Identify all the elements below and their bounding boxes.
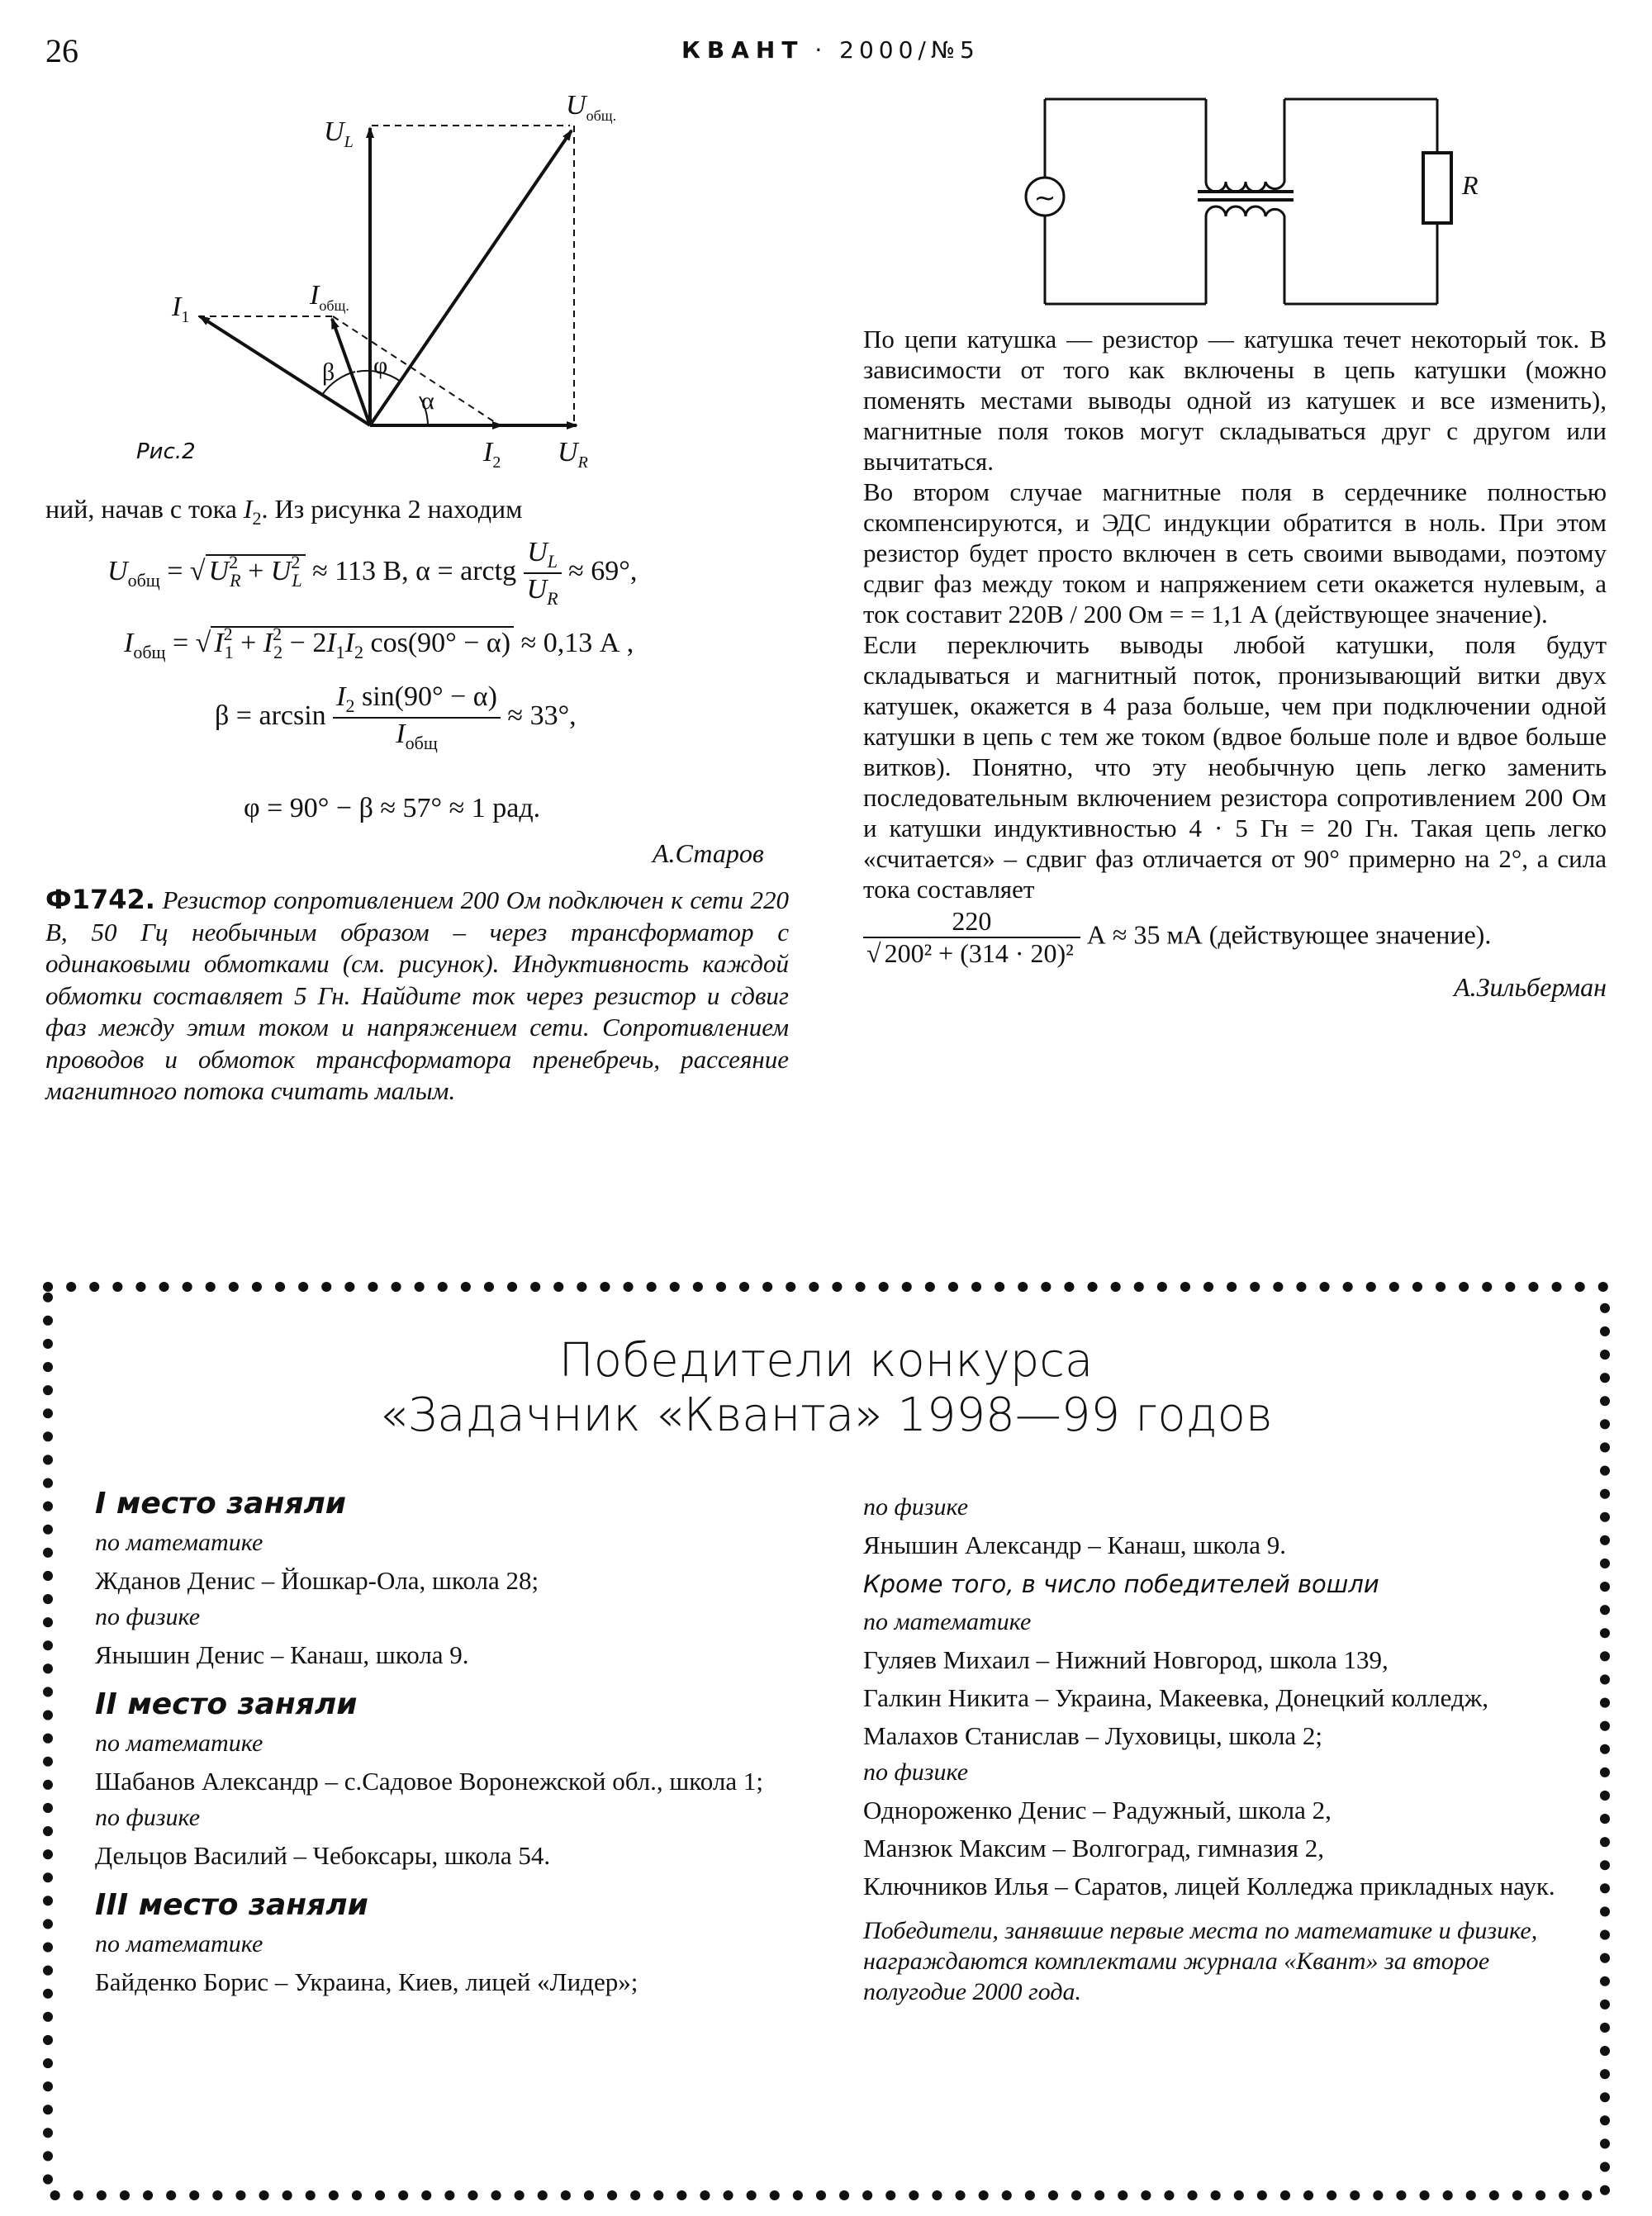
label-uobsh: $U_{общ.}$ [566, 91, 617, 124]
answer-paragraph-3: Если переключить выводы любой катушки, поля будут складываться и магнитный поток, пронизывающий витки двух катушек, окажется в 4 раза больше, чем при подключении одной катушки в цепь с тем же током (вдвое больше поле и вдвое больше витков). Понятно, что эту необычную цепь легко заменить последовательным включением резистора сопротивлением 200 Ом и катушки индуктивностью 4 · 5 Гн = 20 Гн. Такая цепь легко «считается» – сдвиг фаз отличается от 90° примерно на 2°, а сила тока составляет [863, 630, 1607, 904]
winners-award-note: Победители, занявшие первые места по математике и физике, награждаются комплектами журнала «Квант» за второе полугодие 2000 года. [863, 1917, 1538, 2005]
problem-number: Ф1742. [45, 884, 155, 915]
winners-subject: по физике [95, 1804, 201, 1831]
winners-entry: Дельцов Василий – Чебоксары, школа 54. [95, 1841, 551, 1870]
winners-subject: по математике [863, 1608, 1032, 1635]
winners-entry: Жданов Денис – Йошкар-Ола, школа 28; [95, 1566, 539, 1595]
figure-caption: Рис.2 [136, 439, 196, 464]
winners-right-column [863, 1493, 1557, 2007]
winners-title: Победители конкурса «Задачник «Кванта» 1998—99 годов [379, 1334, 1273, 1442]
label-ul: $U_L$ [324, 116, 354, 151]
winners-place-heading: III место заняли [95, 1888, 368, 1922]
winners-note: Кроме того, в число победителей вошли [863, 1570, 1379, 1598]
label-iobsh: $I_{общ.}$ [310, 280, 349, 314]
winners-entry: Галкин Никита – Украина, Макеевка, Донецкий колледж, [863, 1683, 1488, 1712]
formula-beta: β = arcsin $\frac{I_2 \sin(90^\circ - \alpha)}{I_{общ}}$ ≈ 33°, [215, 681, 577, 753]
problem-text: Резистор сопротивлением 200 Ом подключен к сети 220 В, 50 Гц необычным образом – через трансформатор с одинаковыми обмотками (см. рисунок). Индуктивность каждой обмотки составляет 5 Гн. Найдите ток через резистор и сдвиг фаз между этим током и напряжением сети. Сопротивлением проводов и обмоток трансформатора пренебречь, рассеяние магнитного потока считать малым. [45, 885, 790, 1105]
label-ur: $U_R$ [558, 437, 588, 472]
answer-paragraph-2: Во втором случае магнитные поля в сердечнике полностью скомпенсируются, и ЭДС индукции обратится в ноль. При этом резистор будет просто включен в сеть своими выводами, поэтому сдвиг фаз между током и напряжением сети окажется нулевым, а ток составит 220В / 200 Ом = = 1,1 А (действующее значение). [863, 477, 1607, 629]
formula-uobsh: $U_{общ}$ = √ $U^2_R + U^2_L \approx 113$ В, α = arctg $\frac{U_L}{U_R}$ ≈ 69°, [107, 537, 638, 609]
svg-text:~: ~ [1033, 182, 1056, 213]
winners-entry: Манзюк Максим – Волгоград, гимназия 2, [863, 1834, 1324, 1862]
formula-iobsh: $I_{общ}$ = √ $I^2_1 + I^2_2 - 2I_1I_2$ cos(90° − α) ≈ 0,13 А , [124, 624, 634, 662]
winners-entry: Шабанов Александр – с.Садовое Воронежской обл., школа 1; [95, 1767, 763, 1796]
winners-entry: Однороженко Денис – Радужный, школа 2, [863, 1796, 1332, 1825]
solution-intro: ний, начав с тока $I_2$. Из рисунка 2 находим [45, 494, 523, 529]
label-i1: $I_1$ [172, 292, 190, 326]
journal-issue: · 2000/№5 [814, 36, 980, 64]
winners-subject: по математике [95, 1529, 263, 1556]
label-alpha: α [421, 387, 434, 415]
winners-subject: по физике [95, 1603, 201, 1630]
winners-subject: по физике [863, 1493, 969, 1521]
winners-entry: Байденко Борис – Украина, Киев, лицей «Лидер»; [95, 1967, 638, 1996]
label-phi: φ [373, 352, 388, 379]
page-number: 26 [45, 32, 78, 69]
answer-formula: $\frac{220}{\text{√ 200² + (314 · 20)²}}$ А ≈ 35 мА (действующее значение). [863, 906, 1607, 969]
label-r: R [1462, 170, 1479, 200]
winners-place-heading: I место заняли [95, 1487, 347, 1521]
label-i2: $I_2$ [483, 437, 501, 472]
winners-place-heading: II место заняли [95, 1687, 358, 1721]
winners-entry: Янышин Денис – Канаш, школа 9. [95, 1640, 469, 1669]
author-zilberman: А.Зильберман [1454, 972, 1607, 1002]
formula-phi: φ = 90° − β ≈ 57° ≈ 1 рад. [244, 793, 541, 823]
winners-entry: Янышин Александр – Канаш, школа 9. [863, 1530, 1286, 1559]
winners-subject: по математике [95, 1930, 263, 1957]
author-starov: А.Старов [653, 838, 764, 868]
winners-entry: Ключников Илья – Саратов, лицей Колледжа прикладных наук. [863, 1872, 1555, 1900]
winners-entry: Гуляев Михаил – Нижний Новгород, школа 139, [863, 1645, 1389, 1674]
winners-left-column [95, 1487, 805, 2005]
journal-name: КВАНТ [681, 36, 805, 64]
winners-subject: по математике [95, 1730, 263, 1757]
label-beta: β [322, 358, 335, 386]
answer-paragraph-1: По цепи катушка — резистор — катушка течет некоторый ток. В зависимости от того как включены в цепь катушки (можно поменять местами выводы одной из катушек и все изменить), магнитные поля токов могут складываться друг с другом или вычитаться. [863, 325, 1607, 476]
winners-subject: по физике [863, 1758, 969, 1786]
winners-entry: Малахов Станислав – Луховицы, школа 2; [863, 1721, 1323, 1750]
